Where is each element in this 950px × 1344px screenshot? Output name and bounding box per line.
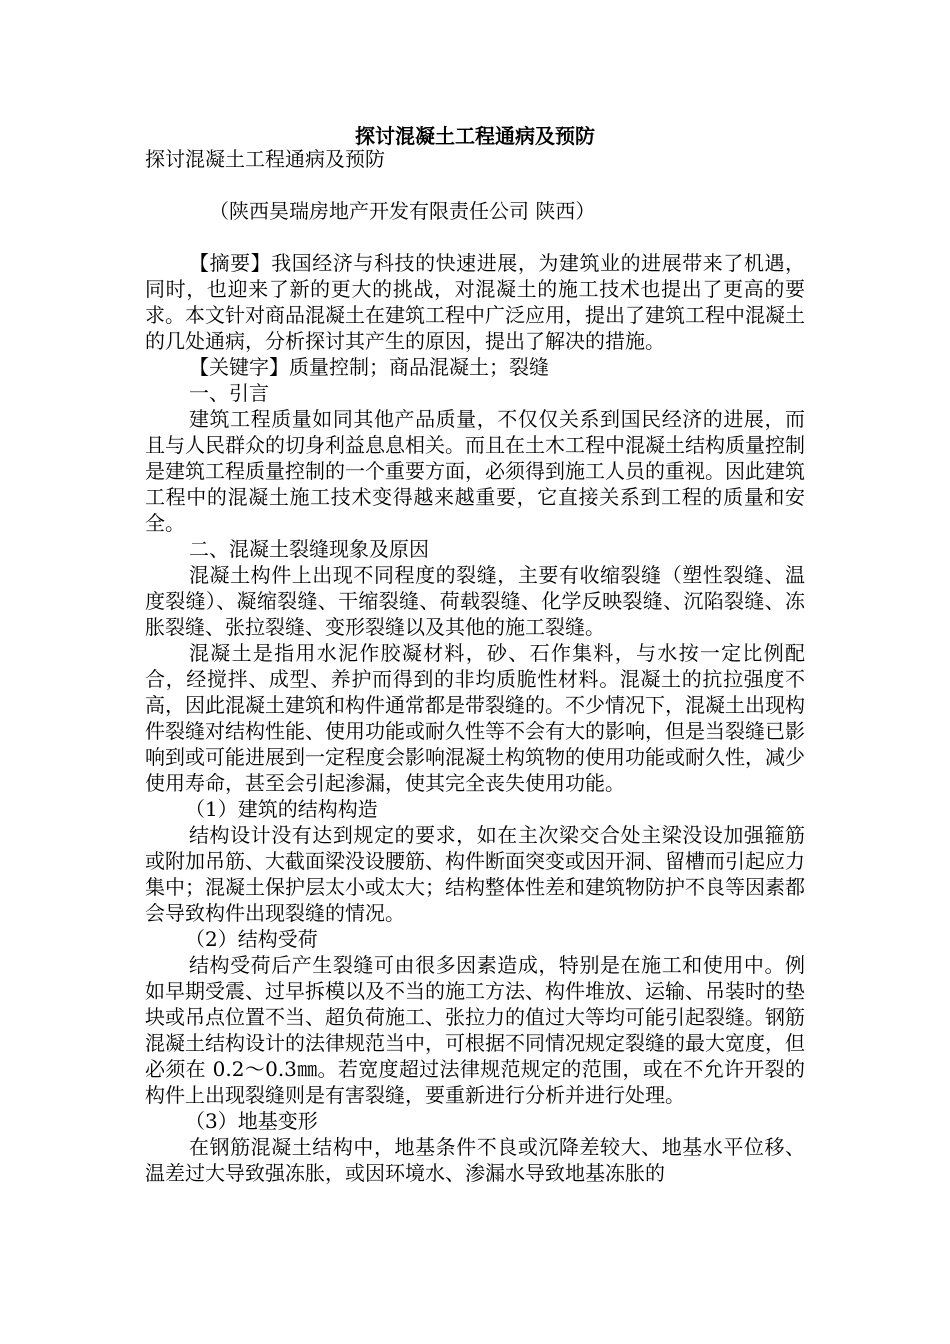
paragraph-concrete-definition: 混凝土是指用水泥作胶凝材料，砂、石作集料，与水按一定比例配合，经搅拌、成型、养护而得到的非均质脆性材料。混凝土的抗拉强度不高，因此混凝土建筑和构件通常都是带裂缝的。不少情况下，混凝土出现构件裂缝对结构性能、使用功能或耐久性等不会有大的影响，但是当裂缝已影响到或可能进展到一定程度会影响混凝土构筑物的使用功能或耐久性，减少使用寿命，甚至会引起渗漏，使其完全丧失使用功能。 xyxy=(145,641,805,795)
spacer xyxy=(145,224,805,250)
paragraph-foundation: 在钢筋混凝土结构中，地基条件不良或沉降差较大、地基水平位移、温差过大导致强冻胀，或因环境水、渗漏水导致地基冻胀的 xyxy=(145,1135,805,1185)
paragraph-structure: 结构设计没有达到规定的要求，如在主次梁交合处主梁没设加强箍筋或附加吊筋、大截面梁没设腰筋、构件断面突变或因开洞、留槽而引起应力集中；混凝土保护层太小或太大；结构整体性差和建筑物防护不良等因素都会导致构件出现裂缝的情况。 xyxy=(145,823,805,925)
paragraph-load: 结构受荷后产生裂缝可由很多因素造成，特别是在施工和使用中。例如早期受震、过早拆模以及不当的施工方法、构件堆放、运输、吊装时的垫块或吊点位置不当、超负荷施工、张拉力的值过大等均可能引起裂缝。钢筋混凝土结构设计的法律规范当中，可根据不同情况规定裂缝的最大宽度，但必须在 0.2～0.3㎜。若宽度超过法律规范规定的范围，或在不允许开裂的构件上出现裂缝则是有害裂缝，要重新进行分析并进行处理。 xyxy=(145,953,805,1107)
spacer xyxy=(145,172,805,198)
document-subtitle: 探讨混凝土工程通病及预防 xyxy=(145,147,385,171)
section-heading-cracks: 二、混凝土裂缝现象及原因 xyxy=(189,537,429,561)
paragraph-crack-types: 混凝土构件上出现不同程度的裂缝，主要有收缩裂缝（塑性裂缝、温度裂缝）、凝缩裂缝、干缩裂缝、荷载裂缝、化学反映裂缝、沉陷裂缝、冻胀裂缝、张拉裂缝、变形裂缝以及其他的施工裂缝。 xyxy=(145,563,805,639)
keywords-line: 【关键字】质量控制；商品混凝土；裂缝 xyxy=(189,355,549,379)
subsection-heading-structure: （1）建筑的结构构造 xyxy=(185,797,378,821)
paragraph-introduction: 建筑工程质量如同其他产品质量，不仅仅关系到国民经济的进展，而且与人民群众的切身利益息息相关。而且在土木工程中混凝土结构质量控制是建筑工程质量控制的一个重要方面，必须得到施工人员的重视。因此建筑工程中的混凝土施工技术变得越来越重要，它直接关系到工程的质量和安全。 xyxy=(145,407,805,535)
subsection-heading-foundation: （3）地基变形 xyxy=(185,1109,318,1133)
author-affiliation: （陕西昊瑞房地产开发有限责任公司 陕西） xyxy=(209,199,596,223)
subsection-heading-load: （2）结构受荷 xyxy=(185,927,318,951)
abstract-paragraph: 【摘要】我国经济与科技的快速进展，为建筑业的进展带来了机遇，同时，也迎来了新的更大的挑战，对混凝土的施工技术也提出了更高的要求。本文针对商品混凝土在建筑工程中广泛应用，提出了建筑工程中混凝土的几处通病，分析探讨其产生的原因，提出了解决的措施。 xyxy=(145,251,805,353)
document-title: 探讨混凝土工程通病及预防 xyxy=(355,124,595,148)
document-body xyxy=(145,146,805,1186)
section-heading-introduction: 一、引言 xyxy=(189,381,269,405)
